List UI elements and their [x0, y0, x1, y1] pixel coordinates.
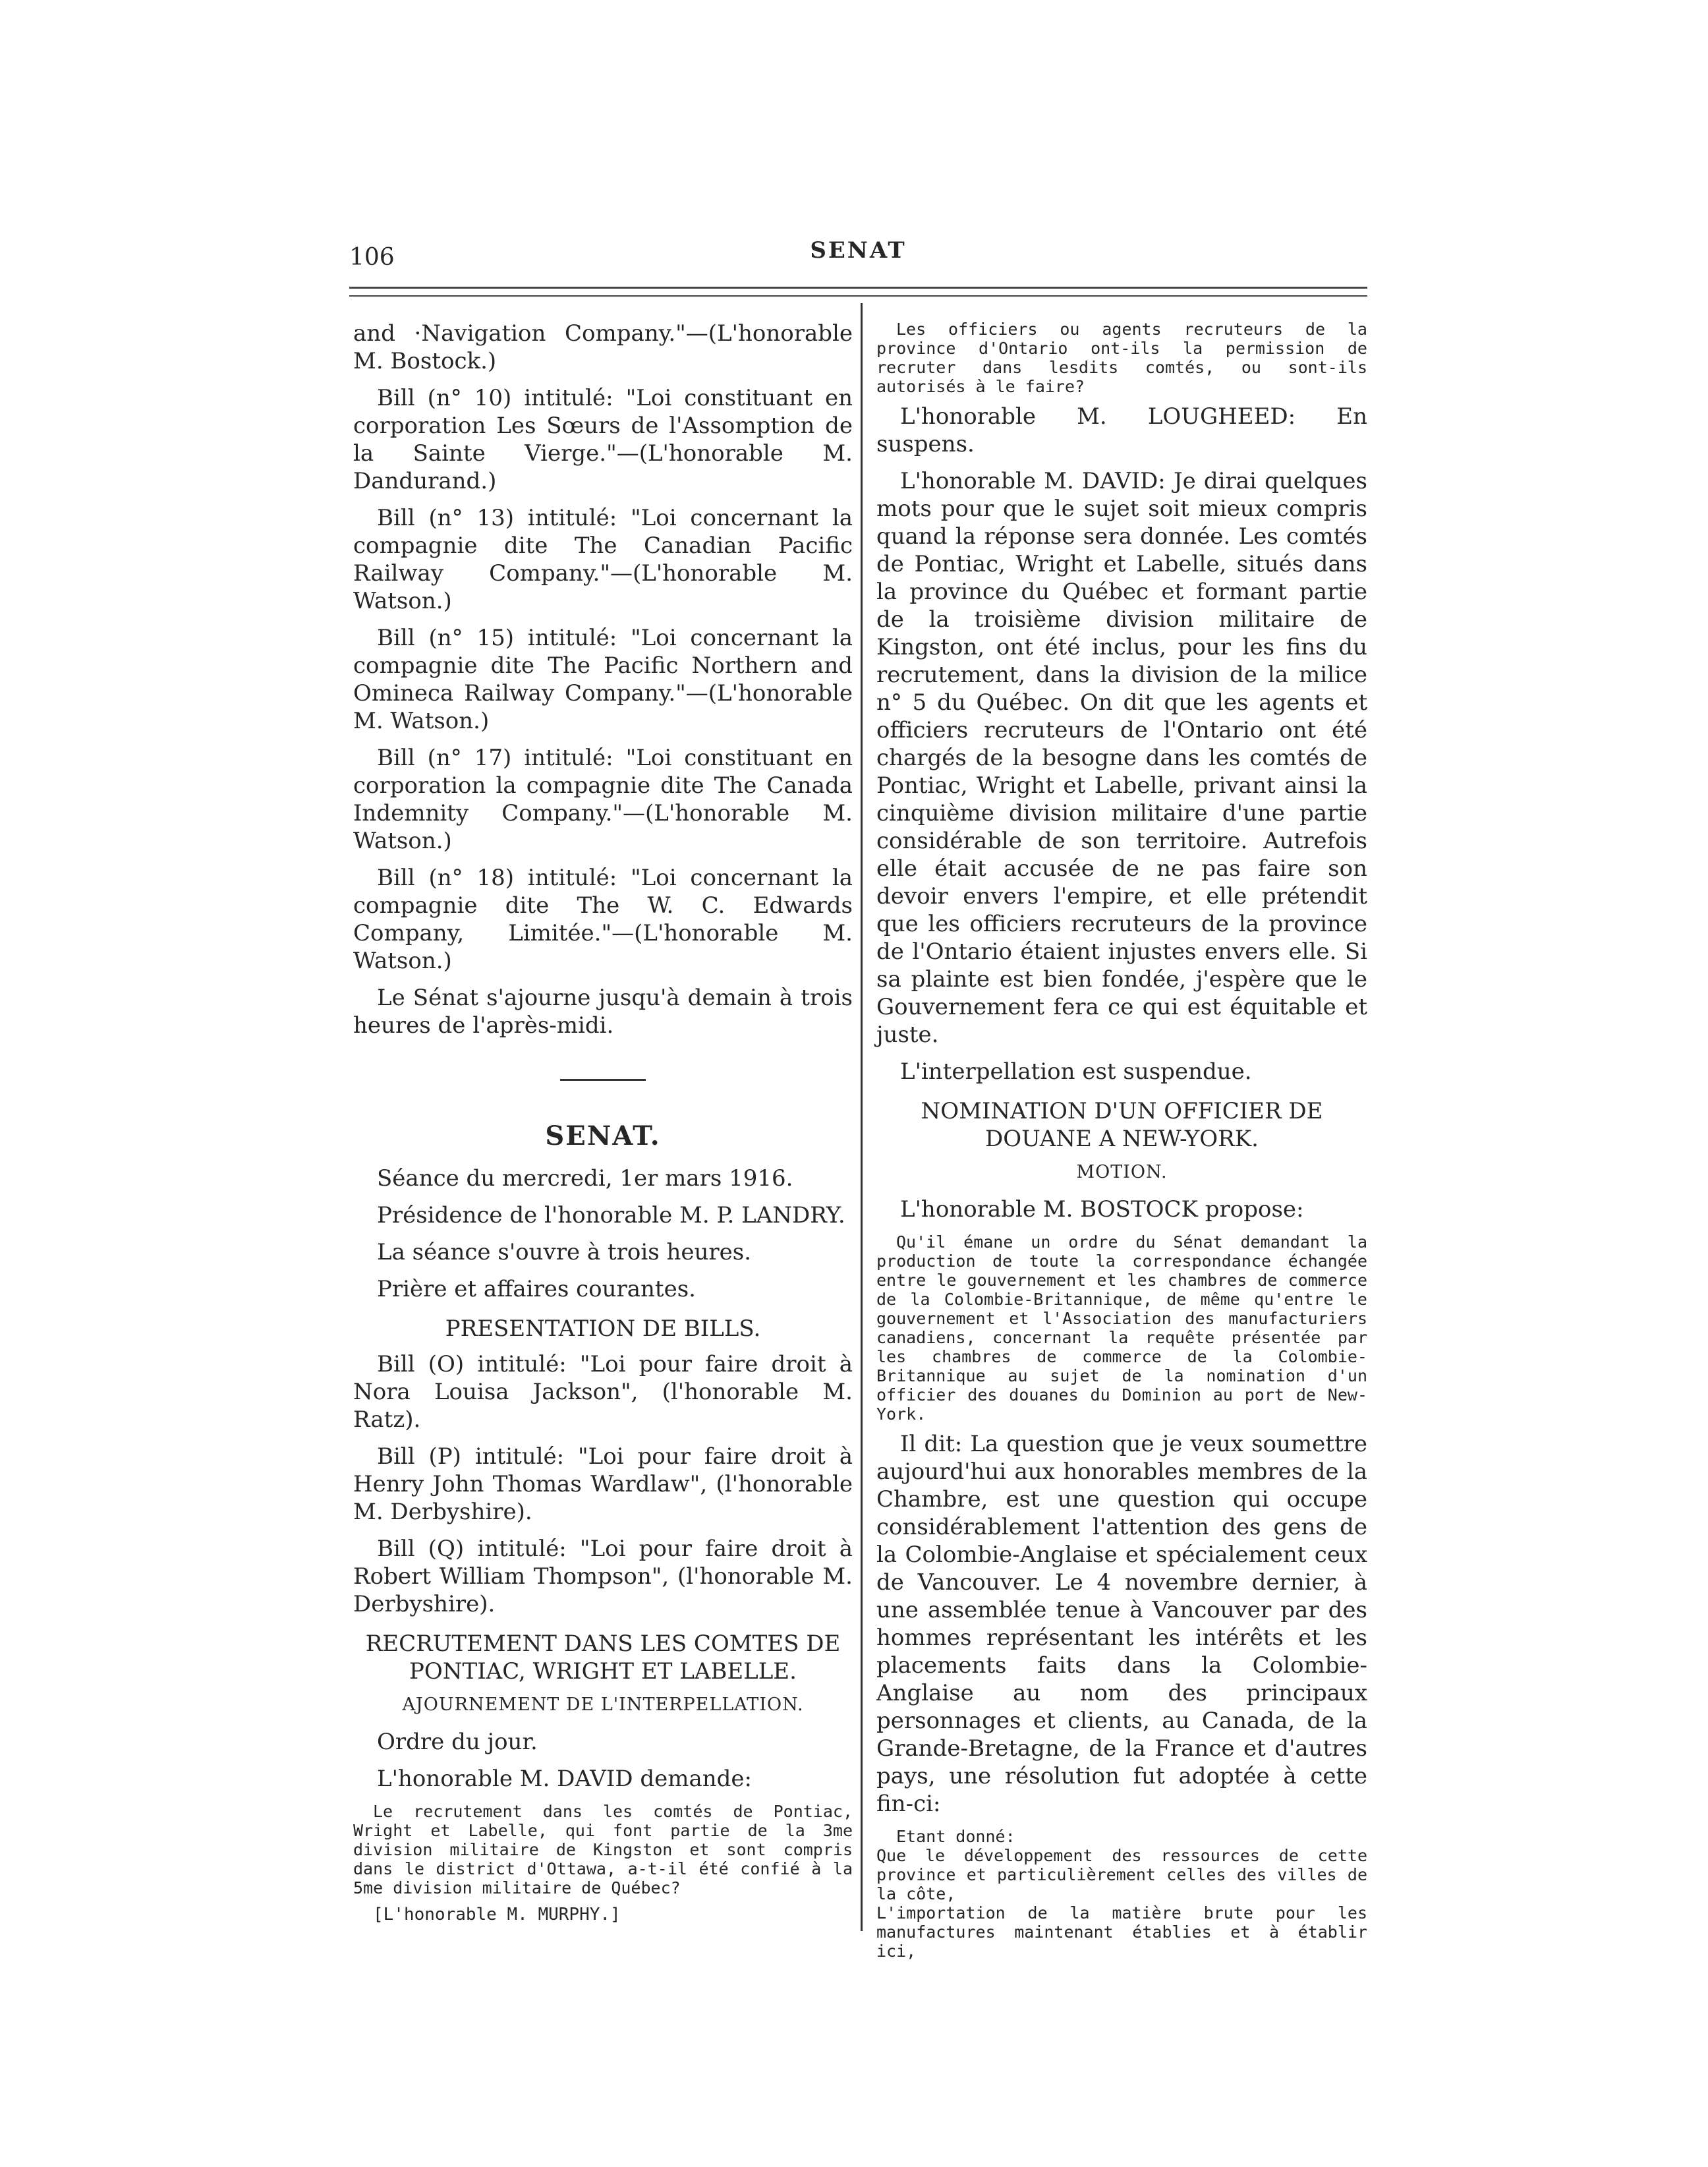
attribution: [L'honorable M. MURPHY.]: [373, 1905, 621, 1924]
section-heading: PRESENTATION DE BILLS.: [445, 1315, 761, 1342]
paragraph: La séance s'ouvre à trois heures.: [377, 1239, 752, 1265]
quoted-question-continued: Les officiers ou agents recruteurs de la province d'Ontario ont-ils la permission de recruter dans lesdits comtés, ou sont-ils autorisés à le faire?: [876, 320, 1367, 396]
resolution-line: L'importation de la matière brute pour les manufactures maintenant établies et à établir ici,: [876, 1903, 1367, 1961]
resolution-line: Que le développement des ressources de cette province et particulièrement celles des villes de la côte,: [876, 1846, 1367, 1903]
paragraph: Bill (n° 13) intitulé: "Loi concernant la compagnie dite The Canadian Pacific Railway Company."—(L'honorable M. Watson.): [353, 505, 853, 614]
sitting-title: SENAT.: [545, 1120, 661, 1151]
paragraph: and ·Navigation Company."—(L'honorable M. Bostock.): [353, 320, 853, 374]
header-double-rule: [349, 287, 1367, 297]
paragraph: L'honorable M. LOUGHEED: En suspens.: [876, 403, 1367, 457]
paragraph: Séance du mercredi, 1er mars 1916.: [377, 1165, 793, 1192]
paragraph: Bill (n° 10) intitulé: "Loi constituant en corporation Les Sœurs de l'Assomption de la Sainte Vierge."—(L'honorable M. Dandurand.): [353, 385, 853, 494]
paragraph: Prière et affaires courantes.: [377, 1276, 696, 1302]
paragraph: Bill (n° 18) intitulé: "Loi concernant la compagnie dite The W. C. Edwards Company, Limitée."—(L'honorable M. Watson.): [353, 865, 853, 974]
page-number: 106: [349, 244, 395, 271]
section-heading: NOMINATION D'UN OFFICIER DE DOUANE A NEW-YORK.: [921, 1098, 1323, 1152]
paragraph: Bill (Q) intitulé: "Loi pour faire droit à Robert William Thompson", (l'honorable M. Derbyshire).: [353, 1536, 853, 1617]
paragraph: L'honorable M. DAVID: Je dirai quelques mots pour que le sujet soit mieux compris quand la réponse sera donnée. Les comtés de Pontiac, Wright et Labelle, situés dans la province du Québec et formant partie de la troisième division militaire de Kingston, ont été inclus, pour les fins du recrutement, dans la division de la milice n° 5 du Québec. On dit que les agents et officiers recruteurs de l'Ontario ont été chargés de la besogne dans les comtés de Pontiac, Wright et Labelle, privant ainsi la cinquième division militaire d'une partie considérable de son territoire. Autrefois elle était accusée de ne pas faire son devoir envers l'empire, et elle prétendit que les officiers recruteurs de la province de l'Ontario étaient injustes envers elle. Si sa plainte est bien fondée, j'espère que le Gouvernement fera ce qui est équitable et juste.: [876, 468, 1367, 1048]
paragraph: L'honorable M. BOSTOCK propose:: [900, 1196, 1304, 1223]
paragraph: L'honorable M. DAVID demande:: [377, 1766, 752, 1792]
section-divider: [560, 1079, 646, 1081]
resolution-line: Etant donné:: [896, 1827, 1015, 1846]
motion-text: Qu'il émane un ordre du Sénat demandant la production de toute la correspondance échangée entre le gouvernement et les chambres de commerce de la Colombie-Britannique, de même qu'entre le gouvernement et l'Association des manufacturiers canadiens, concernant la requête présentée par les chambres de commerce de la Colombie-Britannique au sujet de la nomination d'un officier des douanes du Dominion au port de New-York.: [876, 1232, 1367, 1424]
paragraph: Bill (n° 15) intitulé: "Loi concernant la compagnie dite The Pacific Northern and Omineca Railway Company."—(L'honorable M. Watson.): [353, 625, 853, 734]
section-heading: RECRUTEMENT DANS LES COMTES DE PONTIAC, WRIGHT ET LABELLE.: [365, 1631, 841, 1685]
left-column: [353, 320, 853, 1925]
column-divider: [861, 303, 863, 1931]
page-title: SENAT: [810, 237, 907, 264]
paragraph: Présidence de l'honorable M. P. LANDRY.: [377, 1202, 845, 1228]
paragraph: Bill (P) intitulé: "Loi pour faire droit à Henry John Thomas Wardlaw", (l'honorable M. Derbyshire).: [353, 1443, 853, 1525]
paragraph: Bill (n° 17) intitulé: "Loi constituant en corporation la compagnie dite The Canada Indemnity Company."—(L'honorable M. Watson.): [353, 745, 853, 854]
section-subheading: MOTION.: [1076, 1162, 1168, 1182]
section-subheading: AJOURNEMENT DE L'INTERPELLATION.: [402, 1694, 804, 1715]
paragraph: Le Sénat s'ajourne jusqu'à demain à trois heures de l'après-midi.: [353, 985, 853, 1039]
paragraph: Bill (O) intitulé: "Loi pour faire droit à Nora Louisa Jackson", (l'honorable M. Ratz).: [353, 1351, 853, 1433]
right-column: [876, 320, 1367, 1967]
running-head: [349, 237, 1367, 277]
paragraph: L'interpellation est suspendue.: [900, 1058, 1252, 1085]
paragraph: Il dit: La question que je veux soumettre aujourd'hui aux honorables membres de la Chambre, est une question qui occupe considérablement l'attention des gens de la Colombie-Anglaise et spécialement ceux de Vancouver. Le 4 novembre dernier, à une assemblée tenue à Vancouver par des hommes représentant les intérêts et les placements faits dans la Colombie-Anglaise au nom des principaux personnages et clients, au Canada, de la Grande-Bretagne, de la France et d'autres pays, une résolution fut adoptée à cette fin-ci:: [876, 1431, 1367, 1817]
paragraph: Ordre du jour.: [377, 1729, 538, 1755]
quoted-question: Le recrutement dans les comtés de Pontiac, Wright et Labelle, qui font partie de la 3me division militaire de Kingston et sont compris dans le district d'Ottawa, a-t-il été confié à la 5me division militaire de Québec?: [353, 1802, 853, 1897]
